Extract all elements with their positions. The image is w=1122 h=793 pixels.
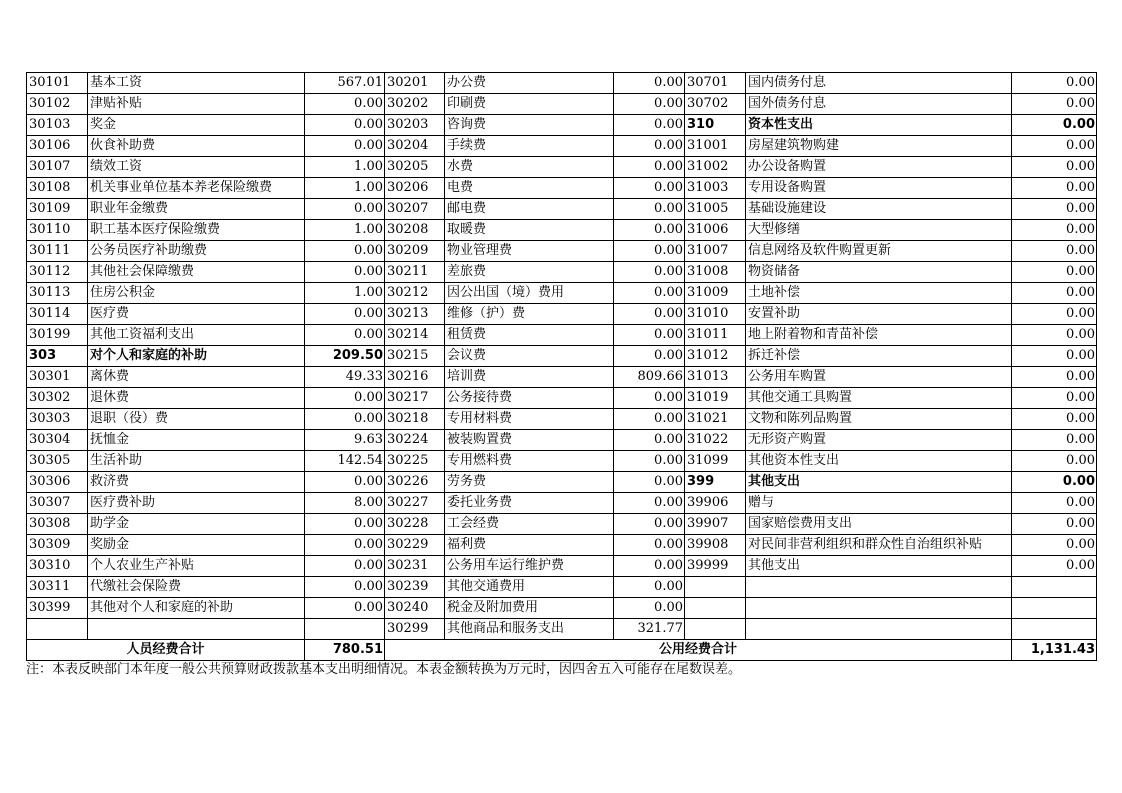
public-amount-cell: 0.00 — [614, 325, 685, 346]
public-amount-cell: 0.00 — [614, 241, 685, 262]
public-amount-cell: 0.00 — [614, 157, 685, 178]
capital-amount-cell: 0.00 — [1012, 388, 1097, 409]
personnel-amount-cell: 8.00 — [305, 493, 385, 514]
capital-amount-cell: 0.00 — [1012, 535, 1097, 556]
personnel-name-cell: 个人农业生产补贴 — [88, 556, 305, 577]
capital-name-cell: 信息网络及软件购置更新 — [746, 241, 1012, 262]
public-name-cell: 取暖费 — [445, 220, 614, 241]
table-row — [27, 619, 1097, 640]
public-name-cell: 其他商品和服务支出 — [445, 619, 614, 640]
capital-name-cell: 专用设备购置 — [746, 178, 1012, 199]
public-name-cell: 手续费 — [445, 136, 614, 157]
public-name-cell: 物业管理费 — [445, 241, 614, 262]
capital-amount-cell: 0.00 — [1012, 73, 1097, 94]
personnel-code-cell: 30303 — [27, 409, 88, 430]
public-amount-cell: 0.00 — [614, 199, 685, 220]
capital-code-cell: 39906 — [685, 493, 746, 514]
personnel-amount-cell: 1.00 — [305, 157, 385, 178]
capital-amount-cell: 0.00 — [1012, 367, 1097, 388]
capital-amount-cell: 0.00 — [1012, 115, 1097, 136]
capital-code-cell: 39999 — [685, 556, 746, 577]
personnel-amount-cell: 0.00 — [305, 115, 385, 136]
capital-name-cell: 物资储备 — [746, 262, 1012, 283]
public-code-cell: 30228 — [385, 514, 445, 535]
personnel-name-cell — [88, 619, 305, 640]
public-code-cell: 30205 — [385, 157, 445, 178]
personnel-total-value: 780.51 — [305, 640, 385, 661]
capital-amount-cell: 0.00 — [1012, 430, 1097, 451]
public-amount-cell: 0.00 — [614, 304, 685, 325]
personnel-name-cell: 奖金 — [88, 115, 305, 136]
capital-code-cell: 31012 — [685, 346, 746, 367]
public-code-cell: 30229 — [385, 535, 445, 556]
table-row — [27, 220, 1097, 241]
personnel-name-cell: 退职（役）费 — [88, 409, 305, 430]
public-amount-cell: 0.00 — [614, 388, 685, 409]
personnel-code-cell: 30302 — [27, 388, 88, 409]
personnel-amount-cell: 0.00 — [305, 556, 385, 577]
public-amount-cell: 0.00 — [614, 598, 685, 619]
personnel-code-cell: 30107 — [27, 157, 88, 178]
capital-amount-cell: 0.00 — [1012, 556, 1097, 577]
public-amount-cell: 0.00 — [614, 493, 685, 514]
table-row — [27, 472, 1097, 493]
personnel-code-cell: 30110 — [27, 220, 88, 241]
capital-name-cell: 房屋建筑物购建 — [746, 136, 1012, 157]
capital-code-cell: 31013 — [685, 367, 746, 388]
capital-name-cell: 基础设施建设 — [746, 199, 1012, 220]
personnel-code-cell: 30108 — [27, 178, 88, 199]
public-name-cell: 因公出国（境）费用 — [445, 283, 614, 304]
personnel-code-cell: 30301 — [27, 367, 88, 388]
personnel-name-cell: 医疗费补助 — [88, 493, 305, 514]
personnel-name-cell: 其他工资福利支出 — [88, 325, 305, 346]
personnel-code-cell: 30112 — [27, 262, 88, 283]
table-row — [27, 535, 1097, 556]
personnel-name-cell: 公务员医疗补助缴费 — [88, 241, 305, 262]
capital-code-cell: 31009 — [685, 283, 746, 304]
personnel-name-cell: 住房公积金 — [88, 283, 305, 304]
capital-amount-cell: 0.00 — [1012, 304, 1097, 325]
capital-amount-cell: 0.00 — [1012, 472, 1097, 493]
public-code-cell: 30240 — [385, 598, 445, 619]
personnel-amount-cell: 49.33 — [305, 367, 385, 388]
personnel-amount-cell: 0.00 — [305, 304, 385, 325]
capital-code-cell: 30702 — [685, 94, 746, 115]
public-name-cell: 维修（护）费 — [445, 304, 614, 325]
table-row — [27, 451, 1097, 472]
table-row — [27, 94, 1097, 115]
personnel-name-cell: 代缴社会保险费 — [88, 577, 305, 598]
public-name-cell: 水费 — [445, 157, 614, 178]
personnel-code-cell: 30311 — [27, 577, 88, 598]
personnel-amount-cell: 0.00 — [305, 136, 385, 157]
capital-amount-cell — [1012, 598, 1097, 619]
public-name-cell: 公务接待费 — [445, 388, 614, 409]
personnel-amount-cell: 142.54 — [305, 451, 385, 472]
footnote: 注：本表反映部门本年度一般公共预算财政拨款基本支出明细情况。本表金额转换为万元时，因四舍五入可能存在尾数误差。 — [26, 662, 742, 677]
personnel-name-cell: 救济费 — [88, 472, 305, 493]
public-code-cell: 30206 — [385, 178, 445, 199]
totals-row — [27, 640, 1097, 661]
public-code-cell: 30208 — [385, 220, 445, 241]
capital-name-cell: 其他支出 — [746, 472, 1012, 493]
personnel-code-cell: 30308 — [27, 514, 88, 535]
public-code-cell: 30212 — [385, 283, 445, 304]
personnel-name-cell: 其他对个人和家庭的补助 — [88, 598, 305, 619]
capital-code-cell: 310 — [685, 115, 746, 136]
capital-code-cell: 39907 — [685, 514, 746, 535]
capital-code-cell: 31021 — [685, 409, 746, 430]
personnel-code-cell: 30109 — [27, 199, 88, 220]
personnel-code-cell: 30106 — [27, 136, 88, 157]
personnel-name-cell: 机关事业单位基本养老保险缴费 — [88, 178, 305, 199]
public-code-cell: 30207 — [385, 199, 445, 220]
table-row — [27, 115, 1097, 136]
capital-name-cell: 公务用车购置 — [746, 367, 1012, 388]
public-amount-cell: 0.00 — [614, 577, 685, 598]
public-amount-cell: 0.00 — [614, 451, 685, 472]
personnel-code-cell: 30309 — [27, 535, 88, 556]
public-code-cell: 30218 — [385, 409, 445, 430]
public-code-cell: 30226 — [385, 472, 445, 493]
personnel-amount-cell: 1.00 — [305, 178, 385, 199]
capital-code-cell: 30701 — [685, 73, 746, 94]
personnel-name-cell: 伙食补助费 — [88, 136, 305, 157]
table-row — [27, 199, 1097, 220]
personnel-code-cell — [27, 619, 88, 640]
capital-amount-cell: 0.00 — [1012, 409, 1097, 430]
capital-name-cell — [746, 619, 1012, 640]
capital-name-cell: 国家赔偿费用支出 — [746, 514, 1012, 535]
capital-code-cell: 31010 — [685, 304, 746, 325]
capital-name-cell: 大型修缮 — [746, 220, 1012, 241]
personnel-amount-cell: 0.00 — [305, 241, 385, 262]
personnel-code-cell: 30114 — [27, 304, 88, 325]
public-name-cell: 办公费 — [445, 73, 614, 94]
capital-amount-cell: 0.00 — [1012, 325, 1097, 346]
personnel-amount-cell: 0.00 — [305, 325, 385, 346]
capital-name-cell: 文物和陈列品购置 — [746, 409, 1012, 430]
table-row — [27, 283, 1097, 304]
public-amount-cell: 0.00 — [614, 262, 685, 283]
capital-name-cell: 国内债务付息 — [746, 73, 1012, 94]
public-name-cell: 福利费 — [445, 535, 614, 556]
personnel-name-cell: 助学金 — [88, 514, 305, 535]
personnel-amount-cell: 0.00 — [305, 535, 385, 556]
personnel-code-cell: 30101 — [27, 73, 88, 94]
capital-amount-cell: 0.00 — [1012, 94, 1097, 115]
capital-code-cell: 31005 — [685, 199, 746, 220]
table-row — [27, 241, 1097, 262]
personnel-amount-cell: 0.00 — [305, 199, 385, 220]
public-code-cell: 30225 — [385, 451, 445, 472]
capital-amount-cell: 0.00 — [1012, 241, 1097, 262]
personnel-name-cell: 退休费 — [88, 388, 305, 409]
personnel-code-cell: 30307 — [27, 493, 88, 514]
public-code-cell: 30209 — [385, 241, 445, 262]
capital-code-cell: 31022 — [685, 430, 746, 451]
public-total-value: 1,131.43 — [1012, 640, 1097, 661]
personnel-code-cell: 30199 — [27, 325, 88, 346]
personnel-code-cell: 303 — [27, 346, 88, 367]
capital-amount-cell: 0.00 — [1012, 199, 1097, 220]
personnel-name-cell: 离休费 — [88, 367, 305, 388]
table-row — [27, 514, 1097, 535]
personnel-amount-cell: 0.00 — [305, 409, 385, 430]
personnel-amount-cell: 1.00 — [305, 283, 385, 304]
public-code-cell: 30214 — [385, 325, 445, 346]
capital-amount-cell: 0.00 — [1012, 178, 1097, 199]
public-name-cell: 租赁费 — [445, 325, 614, 346]
public-name-cell: 差旅费 — [445, 262, 614, 283]
capital-amount-cell: 0.00 — [1012, 451, 1097, 472]
capital-amount-cell: 0.00 — [1012, 346, 1097, 367]
public-amount-cell: 0.00 — [614, 514, 685, 535]
capital-name-cell: 地上附着物和青苗补偿 — [746, 325, 1012, 346]
capital-amount-cell: 0.00 — [1012, 262, 1097, 283]
capital-name-cell: 其他支出 — [746, 556, 1012, 577]
capital-amount-cell: 0.00 — [1012, 514, 1097, 535]
capital-code-cell — [685, 619, 746, 640]
public-amount-cell: 0.00 — [614, 556, 685, 577]
public-name-cell: 工会经费 — [445, 514, 614, 535]
table-row — [27, 178, 1097, 199]
table-row — [27, 262, 1097, 283]
public-code-cell: 30215 — [385, 346, 445, 367]
public-code-cell: 30231 — [385, 556, 445, 577]
capital-name-cell: 安置补助 — [746, 304, 1012, 325]
personnel-amount-cell: 9.63 — [305, 430, 385, 451]
capital-name-cell: 办公设备购置 — [746, 157, 1012, 178]
capital-name-cell: 其他资本性支出 — [746, 451, 1012, 472]
capital-name-cell: 对民间非营利组织和群众性自治组织补贴 — [746, 535, 1012, 556]
personnel-name-cell: 职业年金缴费 — [88, 199, 305, 220]
public-code-cell: 30299 — [385, 619, 445, 640]
personnel-code-cell: 30304 — [27, 430, 88, 451]
capital-name-cell — [746, 598, 1012, 619]
personnel-amount-cell: 209.50 — [305, 346, 385, 367]
public-code-cell: 30202 — [385, 94, 445, 115]
public-code-cell: 30203 — [385, 115, 445, 136]
capital-name-cell: 土地补偿 — [746, 283, 1012, 304]
public-amount-cell: 0.00 — [614, 430, 685, 451]
public-code-cell: 30224 — [385, 430, 445, 451]
public-amount-cell: 0.00 — [614, 178, 685, 199]
personnel-name-cell: 基本工资 — [88, 73, 305, 94]
personnel-amount-cell — [305, 619, 385, 640]
capital-code-cell: 39908 — [685, 535, 746, 556]
public-amount-cell: 0.00 — [614, 136, 685, 157]
personnel-code-cell: 30102 — [27, 94, 88, 115]
public-amount-cell: 0.00 — [614, 472, 685, 493]
capital-code-cell: 399 — [685, 472, 746, 493]
personnel-name-cell: 抚恤金 — [88, 430, 305, 451]
personnel-code-cell: 30111 — [27, 241, 88, 262]
capital-amount-cell — [1012, 577, 1097, 598]
capital-code-cell: 31007 — [685, 241, 746, 262]
table-row — [27, 367, 1097, 388]
personnel-name-cell: 绩效工资 — [88, 157, 305, 178]
public-amount-cell: 0.00 — [614, 94, 685, 115]
public-name-cell: 专用材料费 — [445, 409, 614, 430]
capital-name-cell: 资本性支出 — [746, 115, 1012, 136]
public-name-cell: 公务用车运行维护费 — [445, 556, 614, 577]
table-row — [27, 409, 1097, 430]
public-name-cell: 被装购置费 — [445, 430, 614, 451]
public-name-cell: 劳务费 — [445, 472, 614, 493]
public-amount-cell: 0.00 — [614, 283, 685, 304]
public-name-cell: 电费 — [445, 178, 614, 199]
capital-name-cell: 赠与 — [746, 493, 1012, 514]
table-row — [27, 325, 1097, 346]
personnel-amount-cell: 0.00 — [305, 514, 385, 535]
public-amount-cell: 809.66 — [614, 367, 685, 388]
capital-code-cell: 31011 — [685, 325, 746, 346]
personnel-name-cell: 医疗费 — [88, 304, 305, 325]
public-code-cell: 30239 — [385, 577, 445, 598]
table-row — [27, 304, 1097, 325]
table-row — [27, 577, 1097, 598]
public-name-cell: 专用燃料费 — [445, 451, 614, 472]
personnel-code-cell: 30310 — [27, 556, 88, 577]
personnel-amount-cell: 0.00 — [305, 472, 385, 493]
personnel-name-cell: 其他社会保障缴费 — [88, 262, 305, 283]
capital-code-cell: 31008 — [685, 262, 746, 283]
personnel-code-cell: 30113 — [27, 283, 88, 304]
personnel-amount-cell: 0.00 — [305, 94, 385, 115]
table-row — [27, 598, 1097, 619]
table-row — [27, 430, 1097, 451]
public-name-cell: 邮电费 — [445, 199, 614, 220]
table-row — [27, 73, 1097, 94]
public-name-cell: 会议费 — [445, 346, 614, 367]
personnel-name-cell: 对个人和家庭的补助 — [88, 346, 305, 367]
capital-code-cell: 31019 — [685, 388, 746, 409]
public-name-cell: 印刷费 — [445, 94, 614, 115]
capital-name-cell: 国外债务付息 — [746, 94, 1012, 115]
public-name-cell: 委托业务费 — [445, 493, 614, 514]
public-amount-cell: 0.00 — [614, 535, 685, 556]
capital-code-cell: 31002 — [685, 157, 746, 178]
capital-name-cell — [746, 577, 1012, 598]
public-name-cell: 其他交通费用 — [445, 577, 614, 598]
capital-name-cell: 无形资产购置 — [746, 430, 1012, 451]
public-amount-cell: 0.00 — [614, 115, 685, 136]
table-row — [27, 136, 1097, 157]
personnel-name-cell: 津贴补贴 — [88, 94, 305, 115]
capital-code-cell: 31099 — [685, 451, 746, 472]
capital-code-cell — [685, 577, 746, 598]
capital-amount-cell: 0.00 — [1012, 283, 1097, 304]
capital-name-cell: 拆迁补偿 — [746, 346, 1012, 367]
personnel-code-cell: 30103 — [27, 115, 88, 136]
public-code-cell: 30204 — [385, 136, 445, 157]
public-code-cell: 30227 — [385, 493, 445, 514]
public-code-cell: 30201 — [385, 73, 445, 94]
personnel-name-cell: 奖励金 — [88, 535, 305, 556]
public-name-cell: 培训费 — [445, 367, 614, 388]
public-name-cell: 咨询费 — [445, 115, 614, 136]
personnel-amount-cell: 0.00 — [305, 388, 385, 409]
public-code-cell: 30216 — [385, 367, 445, 388]
public-amount-cell: 0.00 — [614, 409, 685, 430]
capital-code-cell: 31006 — [685, 220, 746, 241]
personnel-name-cell: 职工基本医疗保险缴费 — [88, 220, 305, 241]
capital-amount-cell: 0.00 — [1012, 220, 1097, 241]
capital-code-cell — [685, 598, 746, 619]
personnel-total-label: 人员经费合计 — [27, 640, 305, 661]
capital-amount-cell: 0.00 — [1012, 136, 1097, 157]
personnel-code-cell: 30399 — [27, 598, 88, 619]
personnel-amount-cell: 0.00 — [305, 577, 385, 598]
table-row — [27, 556, 1097, 577]
public-name-cell: 税金及附加费用 — [445, 598, 614, 619]
public-amount-cell: 0.00 — [614, 346, 685, 367]
expenditure-table — [26, 72, 1097, 661]
personnel-code-cell: 30306 — [27, 472, 88, 493]
personnel-amount-cell: 567.01 — [305, 73, 385, 94]
capital-amount-cell: 0.00 — [1012, 157, 1097, 178]
public-code-cell: 30211 — [385, 262, 445, 283]
public-amount-cell: 0.00 — [614, 220, 685, 241]
table-row — [27, 346, 1097, 367]
public-code-cell: 30213 — [385, 304, 445, 325]
personnel-amount-cell: 0.00 — [305, 262, 385, 283]
personnel-code-cell: 30305 — [27, 451, 88, 472]
capital-code-cell: 31001 — [685, 136, 746, 157]
public-code-cell: 30217 — [385, 388, 445, 409]
public-amount-cell: 0.00 — [614, 73, 685, 94]
public-total-label: 公用经费合计 — [385, 640, 1012, 661]
capital-code-cell: 31003 — [685, 178, 746, 199]
table-row — [27, 493, 1097, 514]
personnel-amount-cell: 0.00 — [305, 598, 385, 619]
personnel-amount-cell: 1.00 — [305, 220, 385, 241]
capital-name-cell: 其他交通工具购置 — [746, 388, 1012, 409]
personnel-name-cell: 生活补助 — [88, 451, 305, 472]
table-row — [27, 157, 1097, 178]
public-amount-cell: 321.77 — [614, 619, 685, 640]
capital-amount-cell — [1012, 619, 1097, 640]
capital-amount-cell: 0.00 — [1012, 493, 1097, 514]
table-row — [27, 388, 1097, 409]
